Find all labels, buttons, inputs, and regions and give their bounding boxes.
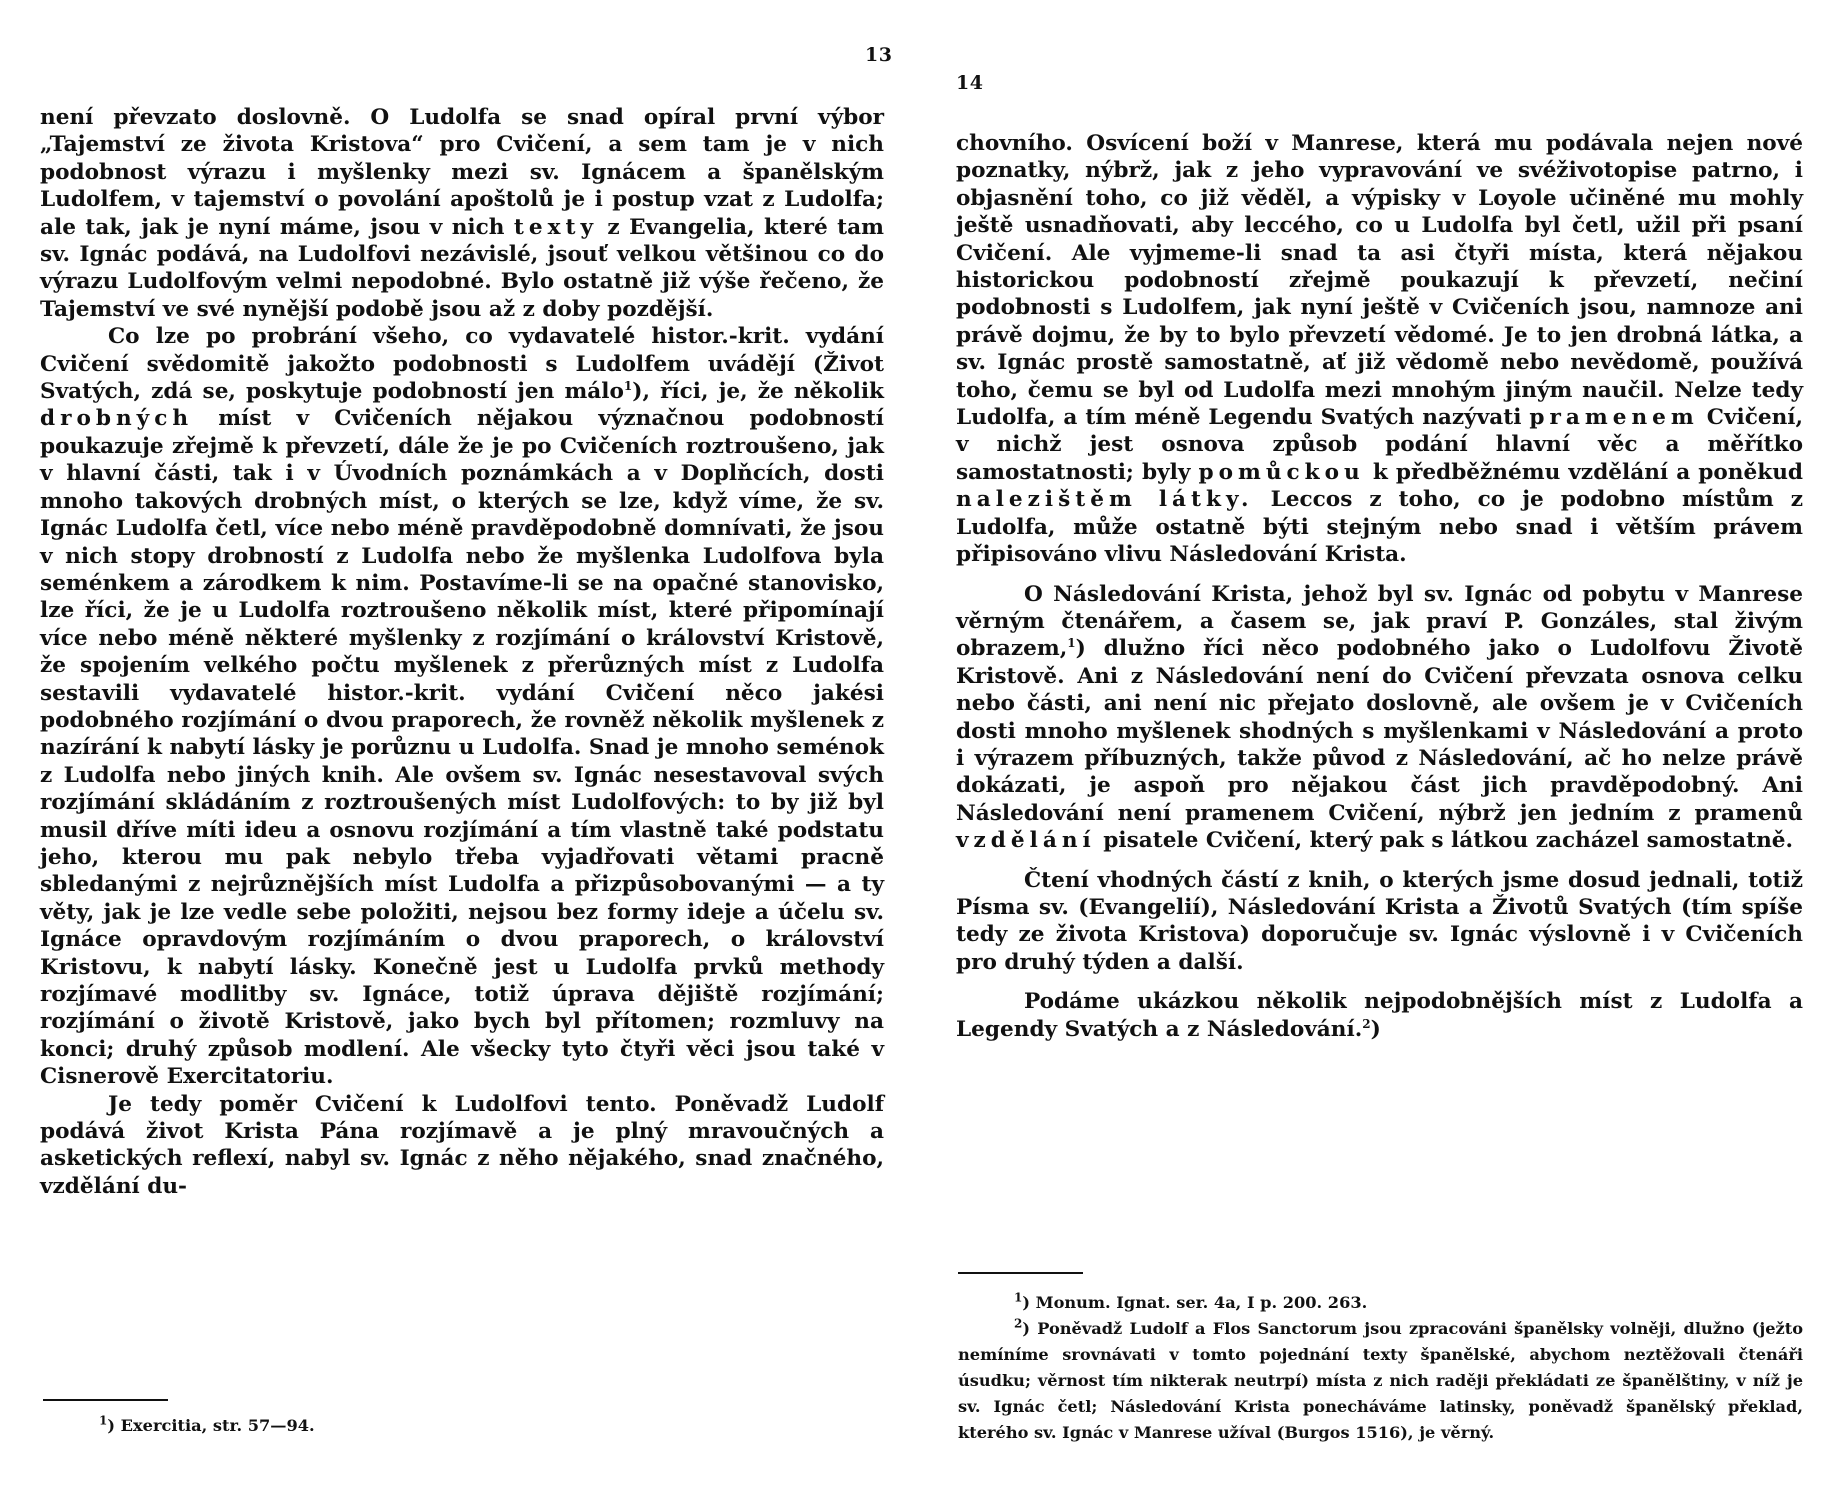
footnote-divider bbox=[43, 1399, 168, 1401]
footnote-reference: 2 bbox=[1362, 1016, 1371, 1031]
paragraph-text: míst v Cvičeních nějakou význačnou podobností poukazuje zřejmě k převzetí, dále že je po Cvičeních roztroušeno, jak v hlavní části, tak i v Úvodních poznámkách a v Doplňcích, dosti mnoho takových drobných míst, o kterých se lze, když víme, že sv. Ignác Ludolfa četl, více nebo méně pravděpodobně domnívati, že jsou v nich stopy drobností z Ludolfa nebo že myšlenka Ludolfova byla seménkem a zárodkem k nim. Postavíme-li se na opačné stanovisko, lze říci, že je u Ludolfa roztroušeno několik míst, které připomínají více nebo méně některé myšlenky z rozjímání o království Kristově, že spojením velkého počtu myšlenek z přerůzných míst z Ludolfa sestavili vydavatelé histor.-krit. vydání Cvičení něco jakési podobného rozjímání o dvou praporech, že rovněž několik myšlenek z nazírání k nabytí lásky je porůznu u Ludolfa. Snad je mnoho seménok z Ludolfa nebo jiných knih. Ale ovšem sv. Ignác nesestavoval svých rozjímání skládáním z roztroušených míst Ludolfových: to by již byl musil dříve míti ideu a osnovu rozjímání a tím vlastně také podstatu jeho, kterou mu pak nebylo třeba vyjadřovati větami pracně sbledanými z nejrůznějších míst Ludolfa a přizpůsobovanými — a ty věty, jak je lze vedle sebe položiti, nejsou bez formy ideje a účelu sv. Ignáce opravdovým rozjímáním o dvou praporech, o království Kristovu, k nabytí lásky. Konečně jest u Ludolfa prvků methody rozjímavé modlitby sv. Ignáce, totiž úprava dějiště rozjímání; rozjímání o životě Kristově, jako bych byl přítomen; rozmluvy na konci; druhý způsob modlení. Ale všecky tyto čtyři věci jsou také v Cisnerově Exercitatoriu. bbox=[40, 406, 884, 1090]
paragraph-text: ) bbox=[1370, 1016, 1381, 1042]
paragraph-text: Čtení vhodných částí z knih, o kterých jsme dosud jednali, totiž Písma sv. (Evangelií), Následování Krista a Životů Svatých (tím spíše tedy ze života Kristova) doporučuje sv. Ignác výslovně i v Cvičeních pro druhý týden a další. bbox=[956, 867, 1803, 975]
footnote-text: ) Exercitia, str. 57—94. bbox=[107, 1416, 315, 1435]
footnote-mark: 1 bbox=[1014, 1290, 1023, 1305]
paragraph-text: pisatele Cvičení, který pak s látkou zacházel samostatně. bbox=[1095, 828, 1794, 854]
paragraph bbox=[956, 130, 1803, 569]
footnote bbox=[958, 1316, 1803, 1446]
footnote bbox=[43, 1413, 883, 1439]
paragraph-text: chovního. Osvícení boží v Manrese, která mu podávala nejen nové poznatky, nýbrž, jak z jeho vypravování ve svéživotopise patrno, i objasnění toho, co již věděl, a výpisky v Loyole učiněné mu mohly ještě usnadňovati, aby leccého, co u Ludolfa byl četl, užil při psaní Cvičení. Ale vyjmeme-li snad ta asi čtyři místa, která nějakou historickou podobností zřejmě poukazují k převzetí, nečiní podobnosti s Ludolfem, jak nyní ještě v Cvičeních jsou, namnoze ani právě dojmu, že by to bylo převzetí vědomé. Je to jen drobná látka, a sv. Ignác prostě samostatně, ať již vědomě nebo nevědomě, používá toho, čemu se byl od Ludolfa mezi mnohým jiným naučil. Nelze tedy Ludolfa, a tím méně Legendu Svatých nazývati bbox=[956, 131, 1803, 431]
paragraph-text: k předběžnému vzdělání a poněkud bbox=[1364, 459, 1803, 485]
footnote-text: ) Poněvadž Ludolf a Flos Sanctorum jsou zpracováni španělsky volněji, dlužno (ježto nemíníme srovnávati v tomto pojednání texty španělské, abychom neztěžovali čtenáři úsudku; věrnost tím nikterak neutrpí) místa z nich raději překládati ze španělštiny, v níž je sv. Ignác četl; Následování Krista ponecháváme latinsky, poněvadž španělský překlad, kterého sv. Ignác v Manrese užíval (Burgos 1516), je věrný. bbox=[958, 1319, 1803, 1442]
footnotes-left bbox=[43, 1413, 883, 1439]
spaced-emphasis: texty bbox=[513, 214, 599, 240]
footnote-mark: 1 bbox=[99, 1413, 108, 1428]
footnote-reference: 1 bbox=[623, 378, 633, 393]
paragraph-text: z Evangelia, které tam sv. Ignác podává, na Ludolfovi nezávislé, jsouť velkou většinou co do výrazu Ludolfovým velmi nepodobné. Bylo ostatně již výše řečeno, že Tajemství ve své nynější podobě jsou až z doby pozdější. bbox=[40, 214, 884, 322]
paragraph bbox=[956, 988, 1803, 1043]
right-page bbox=[913, 0, 1826, 1500]
paragraph-text: Leccos z toho, co je podobno místům z Ludolfa, může ostatně býti stejným nebo snad i větším právem připisováno vlivu Následování Krista. bbox=[956, 487, 1804, 568]
paragraph-text: Podáme ukázkou několik nejpodobnějších míst z Ludolfa a Legendy Svatých a z Následování. bbox=[956, 989, 1803, 1042]
footnotes-right bbox=[958, 1290, 1803, 1446]
footnote-text: ) Monum. Ignat. ser. 4a, I p. 200. 263. bbox=[1022, 1293, 1368, 1312]
paragraph bbox=[40, 1091, 884, 1201]
spaced-emphasis: pramenem bbox=[1529, 405, 1699, 431]
paragraph bbox=[956, 867, 1803, 977]
footnote bbox=[958, 1290, 1803, 1316]
left-page-body bbox=[40, 104, 884, 1200]
spaced-emphasis: vzdělání bbox=[956, 828, 1096, 854]
footnote-divider bbox=[958, 1272, 1083, 1274]
paragraph-text: O Následování Krista, jehož byl sv. Ignác od pobytu v Manrese věrným čtenářem, a časem se, jak praví P. Gonzáles, stal živým obrazem, bbox=[956, 581, 1803, 662]
paragraph-text: Je tedy poměr Cvičení k Ludolfovi tento. Poněvadž Ludolf podává život Krista Pána rozjímavě a je plný mravoučných a asketických reflexí, nabyl sv. Ignác z něho nějakého, snad značného, vzdělání du- bbox=[40, 1091, 884, 1199]
paragraph bbox=[956, 581, 1803, 855]
paragraph-text: ), říci, je, že několik bbox=[632, 379, 884, 405]
spaced-emphasis: pomůckou bbox=[1198, 459, 1365, 485]
footnote-reference: 1 bbox=[1067, 636, 1076, 651]
page-number-left: 13 bbox=[865, 44, 893, 66]
page-number-right: 14 bbox=[956, 72, 984, 94]
paragraph-text: Co lze po probrání všeho, co vydavatelé histor.-krit. vydání Cvičení svědomitě jakožto podobnosti s Ludolfem uvádějí (Život Svatých, zdá se, poskytuje podobností jen málo bbox=[40, 324, 884, 405]
paragraph bbox=[40, 323, 884, 1090]
paragraph-text: není převzato doslovně. O Ludolfa se snad opíral první výbor „Tajemství ze života Kristova“ pro Cvičení, a sem tam je v nich podobnost výrazu i myšlenky mezi sv. Ignácem a španělským Ludolfem, v tajemství o povolání apoštolů je i postup vzat z Ludolfa; ale tak, jak je nyní máme, jsou v nich bbox=[40, 105, 884, 240]
spaced-emphasis: nalezištěm látky. bbox=[956, 487, 1254, 513]
paragraph-text: Cvičení, v nichž jest osnova způsob podání hlavní věc a měřítko samostatnosti; byly bbox=[956, 405, 1804, 485]
right-page-body bbox=[956, 130, 1803, 1043]
spaced-emphasis: drobných bbox=[40, 406, 194, 432]
paragraph-text: ) dlužno říci něco podobného jako o Ludolfovu Životě Kristově. Ani z Následování není do Cvičení převzata osnova celku nebo části, ani není nic přejato doslovně, ale ovšem je v Cvičeních dosti mnoho myšlenek shodných s myšlenkami v Následování a proto i výrazem příbuzných, takže původ z Následování, ač ho nelze právě dokázati, je aspoň pro nějakou část jich pravděpodobný. Ani Následování není pramenem Cvičení, nýbrž jen jedním z pramenů bbox=[956, 636, 1803, 826]
paragraph bbox=[40, 104, 884, 323]
footnote-mark: 2 bbox=[1014, 1316, 1023, 1331]
